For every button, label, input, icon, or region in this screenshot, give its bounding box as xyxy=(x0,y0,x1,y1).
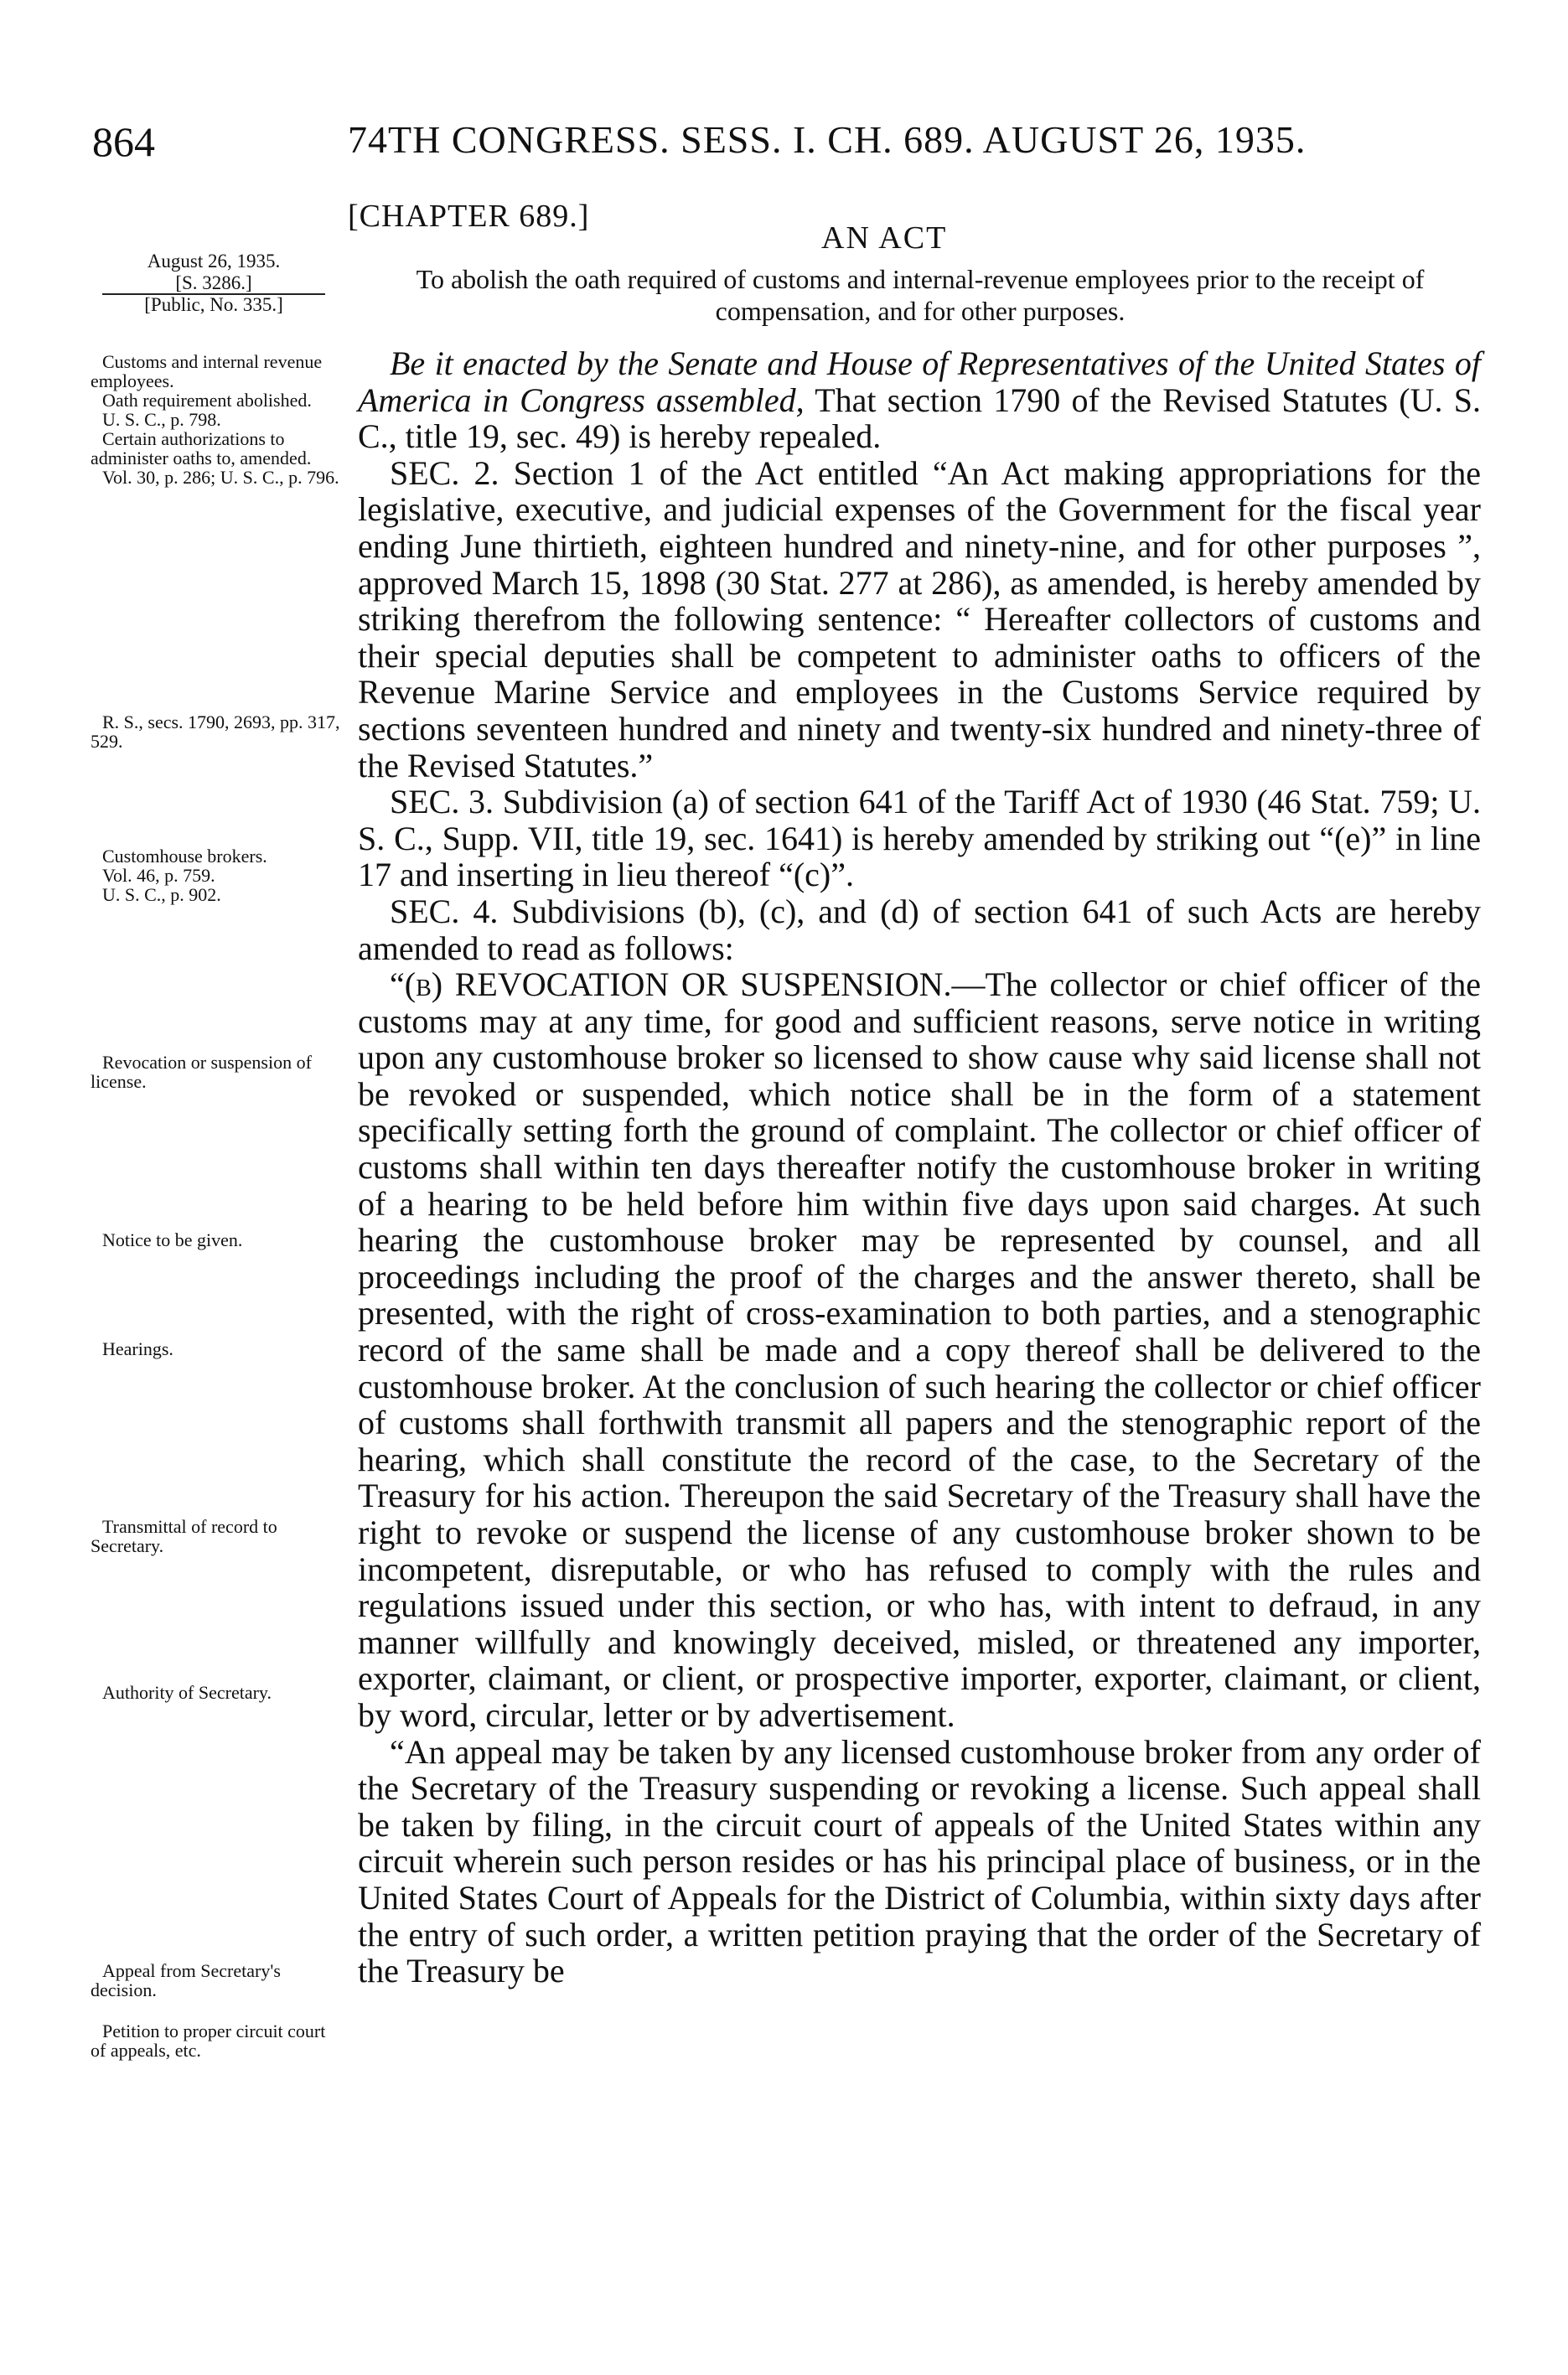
subsection-b-heading: “(b) REVOCATION OR SUSPENSION. xyxy=(390,965,952,1004)
section-3-text: Subdivision (a) of section 641 of the Tariff Act of 1930 (46 Stat. 759; U. S. C., Supp. VII, title 19, sec. 1641) is hereby amended by striking out “(e)” in line 17 and inserting in lieu thereof “(c)”. xyxy=(358,783,1482,894)
margin-note-authority xyxy=(91,1683,342,1702)
section-1-text: That section 1790 of the Revised Statutes (U. S. C., title 19, sec. 49) is hereby repealed. xyxy=(358,380,1481,456)
margin-note-line: Certain authorizations to administer oaths to, amended. xyxy=(91,428,312,468)
margin-note-customs xyxy=(91,352,342,487)
section-3 xyxy=(358,784,1481,893)
appeal-paragraph xyxy=(358,1734,1481,1990)
margin-note-line: Transmittal of record to Secretary. xyxy=(91,1516,277,1556)
margin-note-petition xyxy=(91,2021,342,2060)
subsection-b-text: —The collector or chief officer of the customs may at any time, for good and sufficient reasons, serve notice in writing upon any customhouse broker so licensed to show cause why said license shall not be revoked or suspended, which notice shall be in the form of a statement specifically setting forth the ground of complaint. The collector or chief officer of customs shall within ten days thereafter notify the customhouse broker in writing of a hearing to be held before him within five days upon said charges. At such hearing the customhouse broker may be represented by counsel, and all proceedings including the proof of the charges and the answer thereto, shall be presented, with the right of cross-examination to both parties, and a stenographic record of the same shall be made and a copy thereof shall be delivered to the customhouse broker. At the conclusion of such hearing the collector or chief officer of customs shall forthwith transmit all papers and the stenographic report of the hearing, which shall constitute the record of the case, to the Secretary of the Treasury for his action. Thereupon the said Secretary of the Treasury shall have the right to revoke or suspend the license of any customhouse broker shown to be incompetent, disreputable, or who has refused to comply with the rules and regulations issued under this section, or who has, with intent to defraud, in any manner willfully and knowingly deceived, misled, or threatened any importer, exporter, claimant, or client, or prospective importer, exporter, claimant, or client, by word, circular, letter or by advertisement. xyxy=(358,965,1482,1734)
margin-note-line: Customhouse brokers. xyxy=(102,846,267,867)
margin-note-line: Vol. 46, p. 759. xyxy=(102,865,215,886)
margin-note-appeal xyxy=(91,1961,342,2000)
running-head: 74TH CONGRESS. SESS. I. CH. 689. AUGUST 26, 1935. xyxy=(348,118,1307,161)
margin-note-transmittal xyxy=(91,1517,342,1555)
section-2 xyxy=(358,455,1481,784)
margin-note-line: Authority of Secretary. xyxy=(102,1682,272,1703)
section-4-text: Subdivisions (b), (c), and (d) of section 641 of such Acts are hereby amended to read as follows: xyxy=(358,892,1482,967)
margin-note-line: Vol. 30, p. 286; U. S. C., p. 796. xyxy=(102,467,339,488)
section-4 xyxy=(358,893,1481,966)
margin-note-line: Revocation or suspension of license. xyxy=(91,1052,312,1092)
side-head xyxy=(92,251,335,315)
act-body xyxy=(358,345,1481,1990)
enacting-clause: Be it enacted by the Senate and House of Representatives of the United States of America in Congress assembled, xyxy=(358,344,1481,419)
chapter-label: [CHAPTER 689.] xyxy=(348,199,590,234)
margin-note-rs xyxy=(91,712,342,751)
margin-note-line: Hearings. xyxy=(102,1338,173,1359)
margin-note-hearings xyxy=(91,1339,342,1358)
margin-note-line: U. S. C., p. 902. xyxy=(102,884,221,905)
margin-note-line: Customs and internal revenue employees. xyxy=(91,351,323,391)
subsection-b xyxy=(358,966,1481,1733)
page-number: 864 xyxy=(92,118,155,165)
margin-note-line: Appeal from Secretary's decision. xyxy=(91,1960,281,2000)
appeal-text: “An appeal may be taken by any licensed customhouse broker from any order of the Secretary of the Treasury suspending or revoking a license. Such appeal shall be taken by filing, in the circuit court of appeals of the United States within any circuit wherein such person resides or has his principal place of business, or in the United States Court of Appeals for the District of Columbia, within sixty days after the entry of such order, a written petition praying that the order of the Secretary of the Treasury be xyxy=(358,1732,1481,1990)
margin-note-line: U. S. C., p. 798. xyxy=(102,409,221,430)
act-description: To abolish the oath required of customs and internal-revenue employees prior to the receipt of compensation, and for other purposes. xyxy=(416,264,1425,326)
section-2-text: Section 1 of the Act entitled “An Act making appropriations for the legislative, executive, and judicial expenses of the Government for the fiscal year ending June thirtieth, eighteen hundred and ninety-nine, and for other purposes ”, approved March 15, 1898 (30 Stat. 277 at 286), as amended, is hereby amended by striking therefrom the following sentence: “ Hereafter collectors of customs and their special deputies shall be competent to administer oaths to officers of the Revenue Marine Service and employees in the Customs Service required by sections seventeen hundred and ninety and twenty-six hundred and ninety-three of the Revised Statutes.” xyxy=(358,453,1482,784)
public-law-number: [Public, No. 335.] xyxy=(144,294,283,315)
margin-note-line: Petition to proper circuit court of appeals, etc. xyxy=(91,2021,326,2061)
margin-note-brokers xyxy=(91,846,342,904)
bill-number: [S. 3286.] xyxy=(102,273,325,295)
section-2-label: SEC. 2. xyxy=(390,453,499,492)
act-date: August 26, 1935. xyxy=(147,251,281,272)
section-1 xyxy=(358,345,1481,455)
margin-note-line: Notice to be given. xyxy=(102,1229,243,1250)
section-3-label: SEC. 3. xyxy=(390,783,494,821)
act-title: AN ACT xyxy=(821,220,948,256)
margin-note-line: Oath requirement abolished. xyxy=(102,390,312,411)
margin-note-revocation xyxy=(91,1053,342,1091)
section-4-label: SEC. 4. xyxy=(390,892,499,930)
margin-note-notice xyxy=(91,1230,342,1250)
margin-note-line: R. S., secs. 1790, 2693, pp. 317, 529. xyxy=(91,711,340,752)
